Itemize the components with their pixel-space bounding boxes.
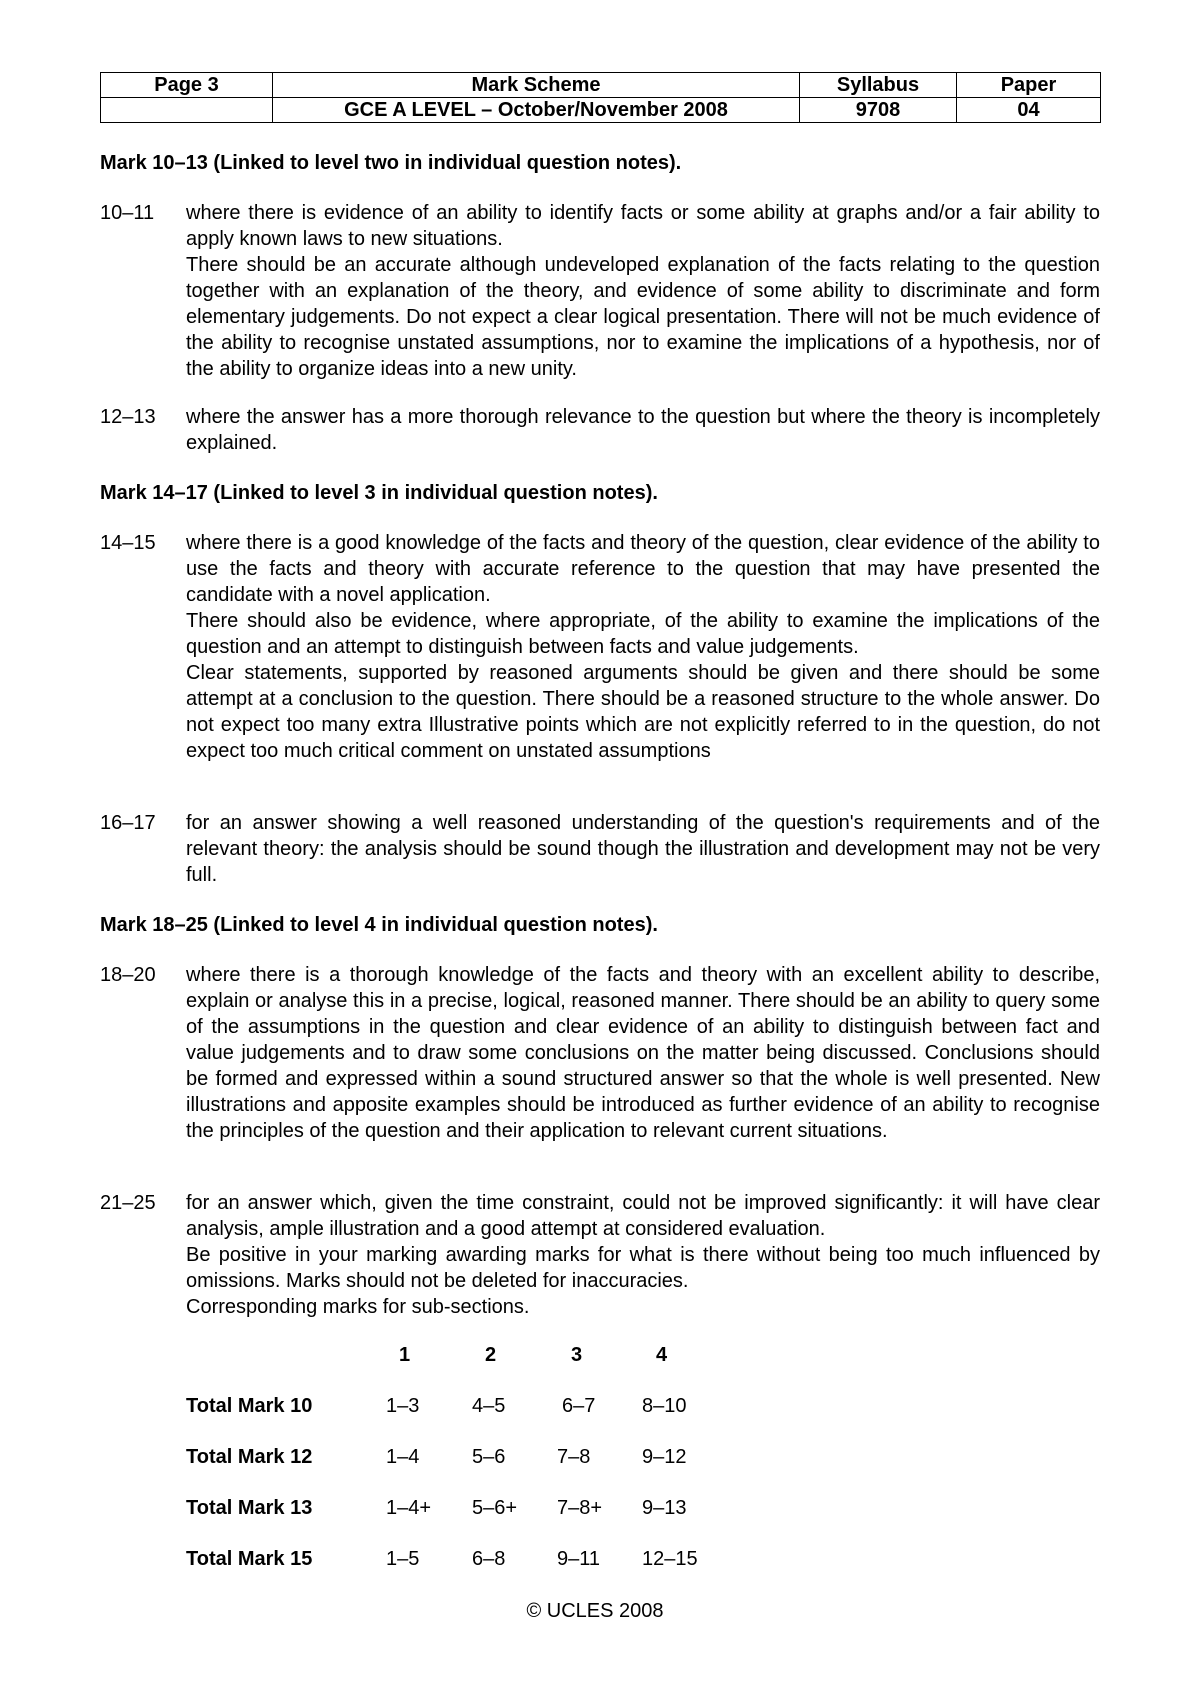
syllabus-code: 9708: [800, 98, 957, 123]
mark-band-entry: [100, 962, 1100, 1144]
mark-range: 10–11: [100, 202, 155, 224]
mark-range: 14–15: [100, 532, 156, 554]
marks-cell: 5–6: [472, 1446, 506, 1468]
marks-cell: 5–6+: [472, 1497, 518, 1519]
header-row-1: [101, 73, 1101, 98]
marks-header-row: [186, 1342, 786, 1368]
description-paragraph: where there is a good knowledge of the facts and theory of the question, clear evidence of the ability to use the facts and theory with accurate reference to the question that may have presented the candidate with a novel application.: [186, 532, 1100, 606]
mark-range: 21–25: [100, 1192, 156, 1214]
description-paragraph: There should be an accurate although undeveloped explanation of the facts relating to the question together with an explanation of the theory, and evidence of some ability to discriminate and form elementary judgements. Do not expect a clear logical presentation. There will not be much evidence of the ability to recognise unstated assumptions, nor to examine the implications of a hypothesis, nor of the ability to organize ideas into a new unity.: [186, 254, 1100, 380]
mark-band-entry: [100, 1190, 1100, 1320]
mark-band-description: [186, 530, 1100, 764]
section-heading: Mark 14–17 (Linked to level 3 in individual question notes).: [100, 482, 658, 504]
marks-cell: 12–15: [642, 1548, 698, 1570]
section-heading: Mark 18–25 (Linked to level 4 in individual question notes).: [100, 914, 658, 936]
mark-band-description: [186, 200, 1100, 382]
marks-cell: 6–7: [562, 1395, 596, 1417]
marks-cell: 7–8+: [557, 1497, 603, 1519]
description-paragraph: where the answer has a more thorough relevance to the question but where the theory is incompletely explained.: [186, 406, 1100, 454]
column-header: 3: [571, 1344, 583, 1366]
mark-band-description: [186, 404, 1100, 456]
row-label: Total Mark 13: [186, 1497, 313, 1519]
column-header: 1: [399, 1344, 411, 1366]
header-row-2: [101, 98, 1101, 123]
mark-range: 12–13: [100, 406, 156, 428]
copyright-footer: © UCLES 2008: [526, 1600, 664, 1622]
row-label: Total Mark 10: [186, 1395, 313, 1417]
description-paragraph: Corresponding marks for sub-sections.: [186, 1296, 530, 1318]
page: [100, 72, 1100, 1570]
mark-band-entry: [100, 200, 1100, 382]
marks-cell: 8–10: [642, 1395, 687, 1417]
marks-cell: 9–12: [642, 1446, 687, 1468]
row-label: Total Mark 15: [186, 1548, 313, 1570]
marks-cell: 1–3: [386, 1395, 420, 1417]
description-paragraph: where there is evidence of an ability to identify facts or some ability at graphs and/or a fair ability to apply known laws to new situations.: [186, 202, 1100, 250]
header-table: [100, 72, 1101, 123]
paper-label: Paper: [957, 73, 1101, 98]
exam-title: GCE A LEVEL – October/November 2008: [273, 98, 800, 123]
description-paragraph: for an answer which, given the time constraint, could not be improved significantly: it will have clear analysis, ample illustration and a good attempt at considered evaluation.: [186, 1192, 1100, 1240]
column-header: 4: [656, 1344, 668, 1366]
description-paragraph: where there is a thorough knowledge of the facts and theory with an excellent ability to describe, explain or analyse this in a precise, logical, reasoned manner. There should be an ability to query some of the assumptions in the question and clear evidence of an ability to distinguish between fact and value judgements and to draw some conclusions on the matter being discussed. Conclusions should be formed and expressed within a sound structured answer so that the whole is well presented. New illustrations and apposite examples should be introduced as further evidence of an ability to recognise the principles of the question and their application to relevant current situations.: [186, 964, 1100, 1142]
description-paragraph: There should also be evidence, where appropriate, of the ability to examine the implications of the question and an attempt to distinguish between facts and value judgements.: [186, 610, 1100, 658]
mark-band-entry: [100, 404, 1100, 456]
marks-row: [186, 1444, 786, 1470]
section-heading: Mark 10–13 (Linked to level two in individual question notes).: [100, 152, 682, 174]
row-label: Total Mark 12: [186, 1446, 313, 1468]
document-type-label: Mark Scheme: [273, 73, 800, 98]
paper-number: 04: [957, 98, 1101, 123]
marks-cell: 1–4: [386, 1446, 420, 1468]
description-paragraph: for an answer showing a well reasoned understanding of the question's requirements and of the relevant theory: the analysis should be sound though the illustration and development may not be very full.: [186, 812, 1100, 886]
marks-cell: 9–13: [642, 1497, 687, 1519]
mark-band-description: [186, 962, 1100, 1144]
marks-cell: 4–5: [472, 1395, 506, 1417]
marks-cell: 7–8: [557, 1446, 591, 1468]
marks-cell: 1–4+: [386, 1497, 432, 1519]
marks-cell: 1–5: [386, 1548, 420, 1570]
marks-cell: 9–11: [557, 1548, 601, 1570]
marks-cell: 6–8: [472, 1548, 506, 1570]
empty-cell: [101, 98, 273, 123]
mark-band-description: [186, 1190, 1100, 1320]
description-paragraph: Be positive in your marking awarding marks for what is there without being too much influenced by omissions. Marks should not be deleted for inaccuracies.: [186, 1244, 1100, 1292]
mark-band-entry: [100, 530, 1100, 764]
mark-range: 16–17: [100, 812, 156, 834]
mark-band-entry: [100, 810, 1100, 888]
marks-row: [186, 1393, 786, 1419]
syllabus-label: Syllabus: [800, 73, 957, 98]
mark-range: 18–20: [100, 964, 156, 986]
marks-row: [186, 1546, 786, 1572]
page-number-label: Page 3: [101, 73, 273, 98]
mark-band-description: [186, 810, 1100, 888]
marks-row: [186, 1495, 786, 1521]
description-paragraph: Clear statements, supported by reasoned arguments should be given and there should be some attempt at a conclusion to the question. There should be a reasoned structure to the whole answer. Do not expect too many extra Illustrative points which are not explicitly referred to in the question, do not expect too much critical comment on unstated assumptions: [186, 662, 1100, 762]
column-header: 2: [485, 1344, 497, 1366]
